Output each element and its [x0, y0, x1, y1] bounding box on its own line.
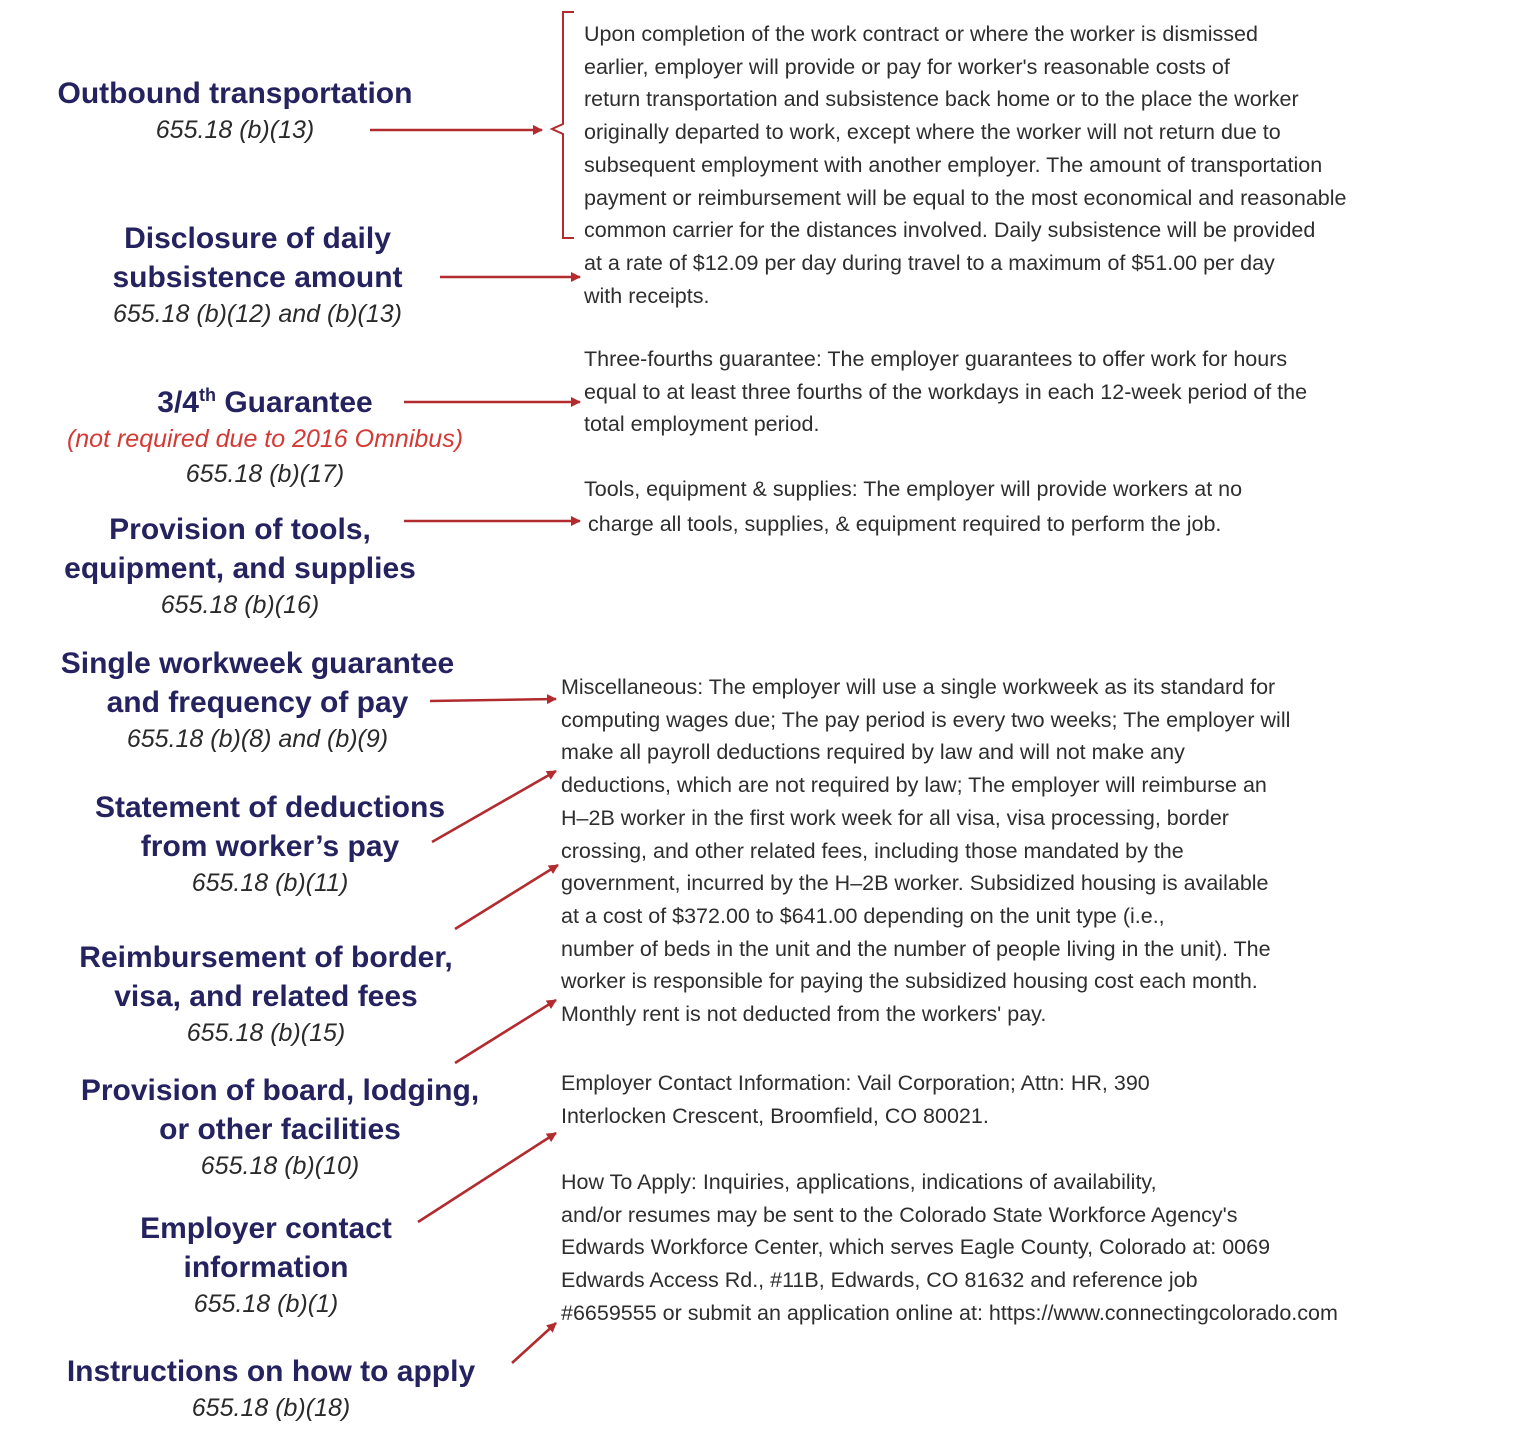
label-title-line: or other facilities [159, 1113, 401, 1146]
doc-line: at a rate of $12.09 per day during travel to a maximum of $51.00 per day [584, 250, 1275, 275]
doc-line: common carrier for the distances involved. Daily subsistence will be provided [584, 218, 1316, 243]
label-title-line: Provision of board, lodging, [80, 1074, 480, 1107]
label-ref: 655.18 (b)(1) [193, 1290, 339, 1318]
doc-line: with receipts. [584, 283, 710, 308]
doc-line: Interlocken Crescent, Broomfield, CO 80021. [561, 1103, 989, 1128]
doc-line: government, incurred by the H–2B worker. Subsidized housing is available [561, 871, 1269, 896]
arrow-contact [418, 1133, 556, 1222]
label-title-line: visa, and related fees [114, 980, 418, 1013]
doc-line: deductions, which are not required by law; The employer will reimburse an [561, 773, 1267, 798]
doc-line: number of beds in the unit and the number of people living in the unit). The [561, 936, 1271, 961]
label-title-line: Disclosure of daily [124, 222, 391, 255]
label-ref: 655.18 (b)(15) [186, 1019, 346, 1047]
arrow-apply [512, 1323, 556, 1363]
doc-line: Employer Contact Information: Vail Corporation; Attn: HR, 390 [561, 1071, 1150, 1095]
arrow-board [455, 1000, 556, 1063]
doc-line: Miscellaneous: The employer will use a single workweek as its standard for [561, 675, 1276, 699]
label-title-rest: Guarantee [215, 386, 373, 419]
doc-line: Edwards Workforce Center, which serves Eagle County, Colorado at: 0069 [561, 1235, 1271, 1260]
label-ref: 655.18 (b)(18) [191, 1394, 351, 1422]
label-title-line: Reimbursement of border, [79, 941, 453, 974]
doc-line: Upon completion of the work contract or where the worker is dismissed [584, 22, 1258, 46]
doc-line: computing wages due; The pay period is every two weeks; The employer will [561, 707, 1291, 732]
label-title-sup: th [198, 385, 216, 405]
doc-line: charge all tools, supplies, & equipment required to perform the job. [588, 512, 1222, 536]
label-ref: 655.18 (b)(10) [200, 1152, 360, 1180]
label-title: Outbound transportation [57, 77, 413, 110]
doc-line: Three-fourths guarantee: The employer guarantees to offer work for hours [584, 347, 1288, 371]
label-title-line: equipment, and supplies [64, 552, 416, 585]
doc-line: and/or resumes may be sent to the Colorado State Workforce Agency's [561, 1202, 1238, 1227]
label-title-line: from worker’s pay [140, 830, 400, 863]
label-ref: 655.18 (b)(12) and (b)(13) [112, 300, 403, 328]
arrow-deductions [432, 771, 556, 842]
label-title-main: 3/4 [157, 386, 199, 419]
label-title-line: information [183, 1251, 349, 1284]
label-title: Instructions on how to apply [66, 1355, 476, 1388]
label-ref: 655.18 (b)(17) [185, 460, 345, 488]
label-title-line: Statement of deductions [94, 791, 446, 824]
doc-line: H–2B worker in the first work week for all visa, visa processing, border [561, 805, 1229, 830]
doc-line: payment or reimbursement will be equal to the most economical and reasonable [584, 185, 1347, 210]
doc-line: make all payroll deductions required by law and will not make any [561, 740, 1185, 765]
doc-line: subsequent employment with another employer. The amount of transportation [584, 152, 1323, 177]
label-ref: 655.18 (b)(13) [155, 116, 315, 144]
label-title-line: and frequency of pay [106, 686, 409, 719]
label-ref: 655.18 (b)(8) and (b)(9) [126, 725, 389, 753]
doc-line: Tools, equipment & supplies: The employer will provide workers at no [584, 477, 1243, 501]
arrow-workweek [430, 699, 556, 701]
doc-line: crossing, and other related fees, including those mandated by the [561, 838, 1184, 863]
label-ref: 655.18 (b)(16) [160, 591, 320, 619]
doc-line: total employment period. [584, 412, 820, 437]
label-ref: 655.18 (b)(11) [191, 869, 349, 897]
doc-line: worker is responsible for paying the subsidized housing cost each month. [561, 969, 1258, 994]
transport-bracket [552, 12, 574, 238]
doc-line: originally departed to work, except where the worker will not return due to [584, 120, 1281, 145]
label-title-line: Single workweek guarantee [60, 647, 455, 680]
arrow-reimbursement [455, 865, 558, 929]
doc-line: earlier, employer will provide or pay for worker's reasonable costs of [584, 54, 1230, 79]
doc-line: #6659555 or submit an application online at: https://www.connectingcolorado.com [561, 1300, 1338, 1325]
label-title-line: Provision of tools, [109, 513, 371, 546]
doc-line: Edwards Access Rd., #11B, Edwards, CO 81632 and reference job [561, 1268, 1198, 1293]
label-note: (not required due to 2016 Omnibus) [66, 425, 464, 453]
label-title-line: Employer contact [140, 1212, 392, 1245]
doc-line: How To Apply: Inquiries, applications, indications of availability, [561, 1170, 1157, 1194]
doc-line: return transportation and subsistence back home or to the place the worker [584, 87, 1299, 112]
doc-line: Monthly rent is not deducted from the workers' pay. [561, 1002, 1047, 1027]
doc-line: at a cost of $372.00 to $641.00 depending on the unit type (i.e., [561, 903, 1165, 928]
label-title-line: subsistence amount [112, 261, 403, 294]
doc-line: equal to at least three fourths of the workdays in each 12-week period of the [584, 379, 1308, 404]
